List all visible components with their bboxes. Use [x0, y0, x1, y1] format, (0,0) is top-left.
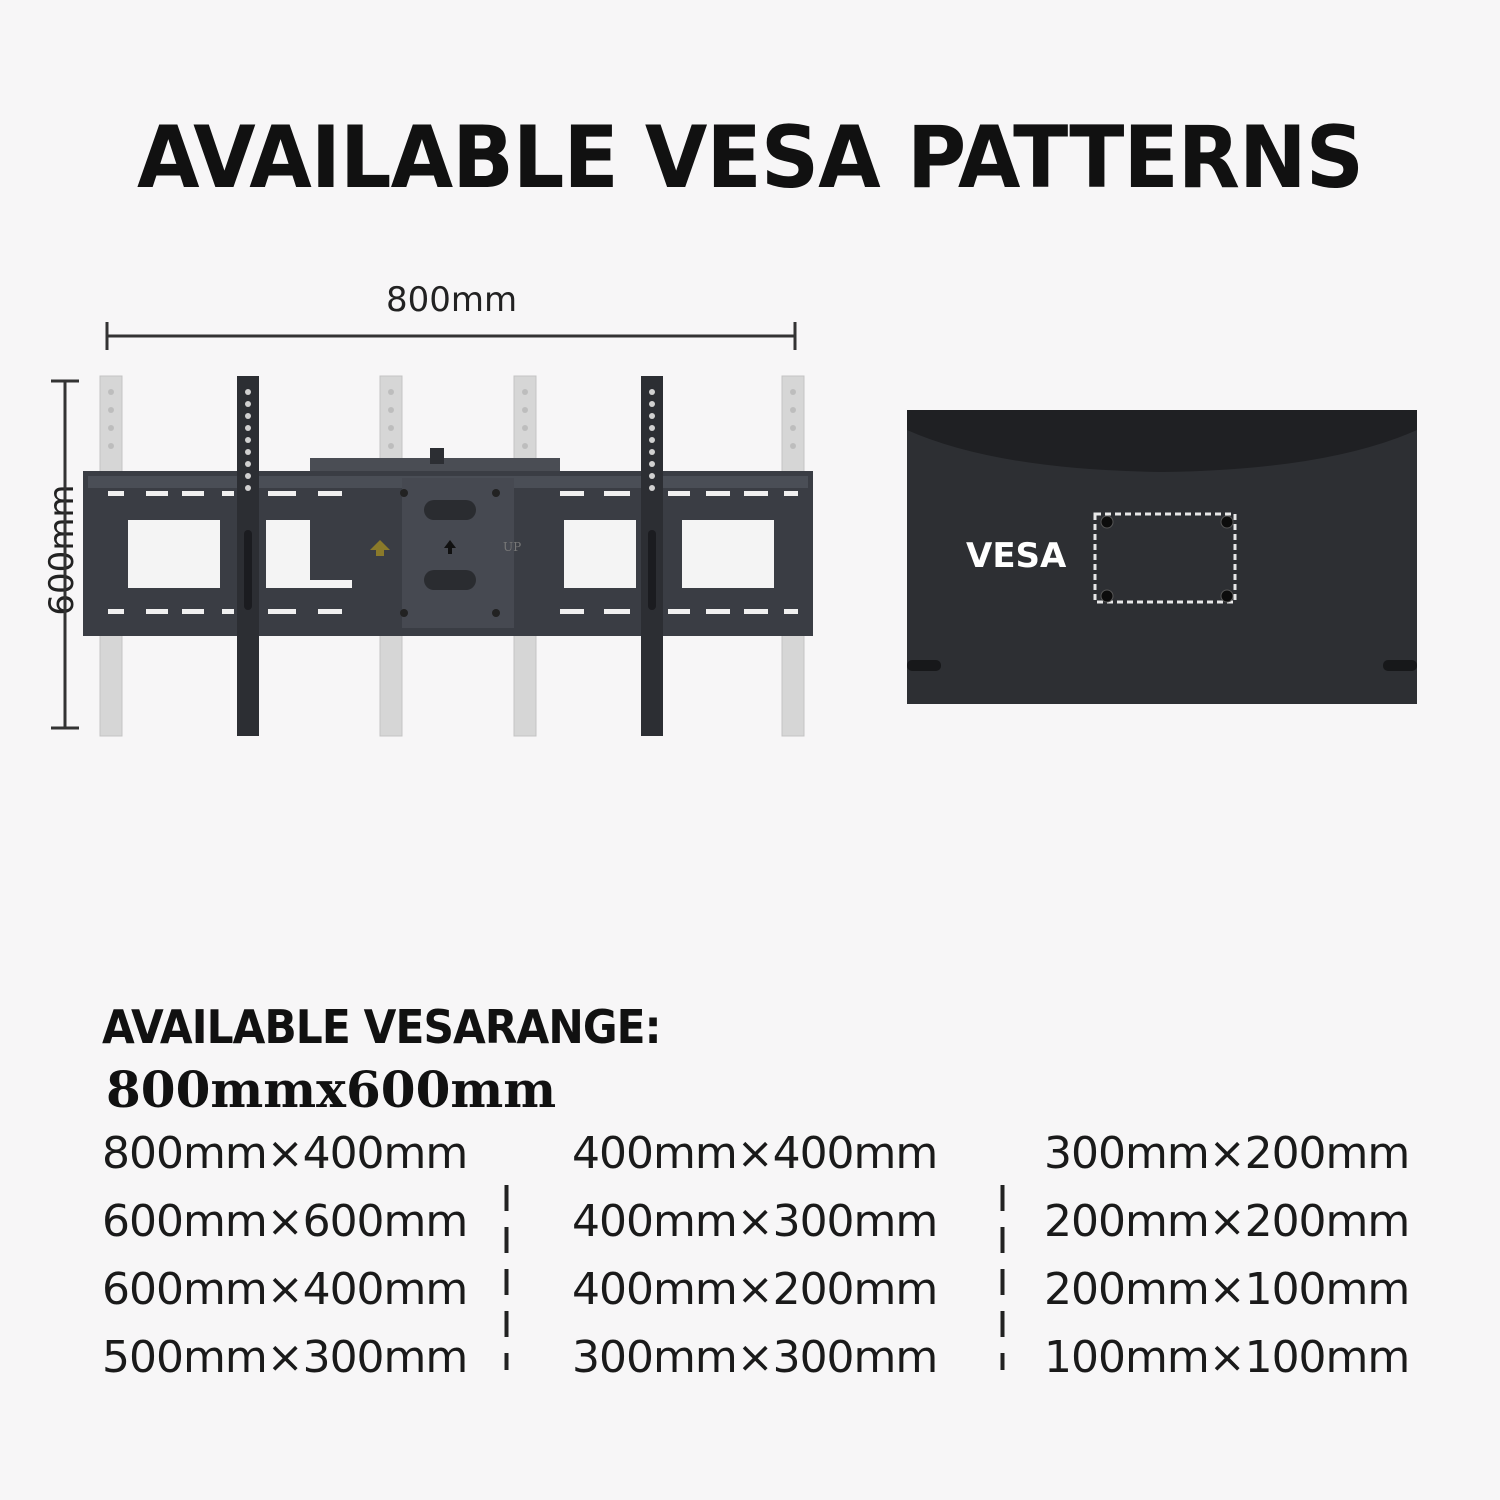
- size-item: 200mm×200mm: [1044, 1196, 1410, 1247]
- page-title: AVAILABLE VESA PATTERNS: [136, 108, 1364, 208]
- height-dimension-line: [51, 381, 79, 728]
- size-item: 600mm×400mm: [102, 1264, 468, 1315]
- size-item: 100mm×100mm: [1044, 1332, 1410, 1383]
- width-dimension-label: 800mm: [386, 280, 518, 320]
- size-item: 500mm×300mm: [102, 1332, 468, 1383]
- size-column-1: [102, 1120, 467, 1392]
- column-divider: [504, 1185, 509, 1370]
- size-item: 200mm×100mm: [1044, 1264, 1410, 1315]
- range-heading: AVAILABLE VESARANGE:: [102, 1000, 661, 1054]
- column-divider: [1000, 1185, 1005, 1370]
- size-column-3: [1044, 1120, 1409, 1392]
- svg-text:UP: UP: [503, 540, 522, 554]
- size-item: 300mm×200mm: [1044, 1128, 1410, 1179]
- width-dimension-line: [107, 322, 795, 350]
- size-column-2: [572, 1120, 937, 1392]
- size-item: 600mm×600mm: [102, 1196, 468, 1247]
- size-item: 400mm×300mm: [572, 1196, 938, 1247]
- height-dimension-label: 600mm: [42, 484, 82, 616]
- size-item: 300mm×300mm: [572, 1332, 938, 1383]
- range-max-size: 800mmx600mm: [106, 1060, 557, 1119]
- size-item: 800mm×400mm: [102, 1128, 468, 1179]
- mount-bracket-illustration: [0, 310, 840, 750]
- size-item: 400mm×400mm: [572, 1128, 938, 1179]
- size-item: 400mm×200mm: [572, 1264, 938, 1315]
- tv-vesa-label: VESA: [966, 536, 1067, 576]
